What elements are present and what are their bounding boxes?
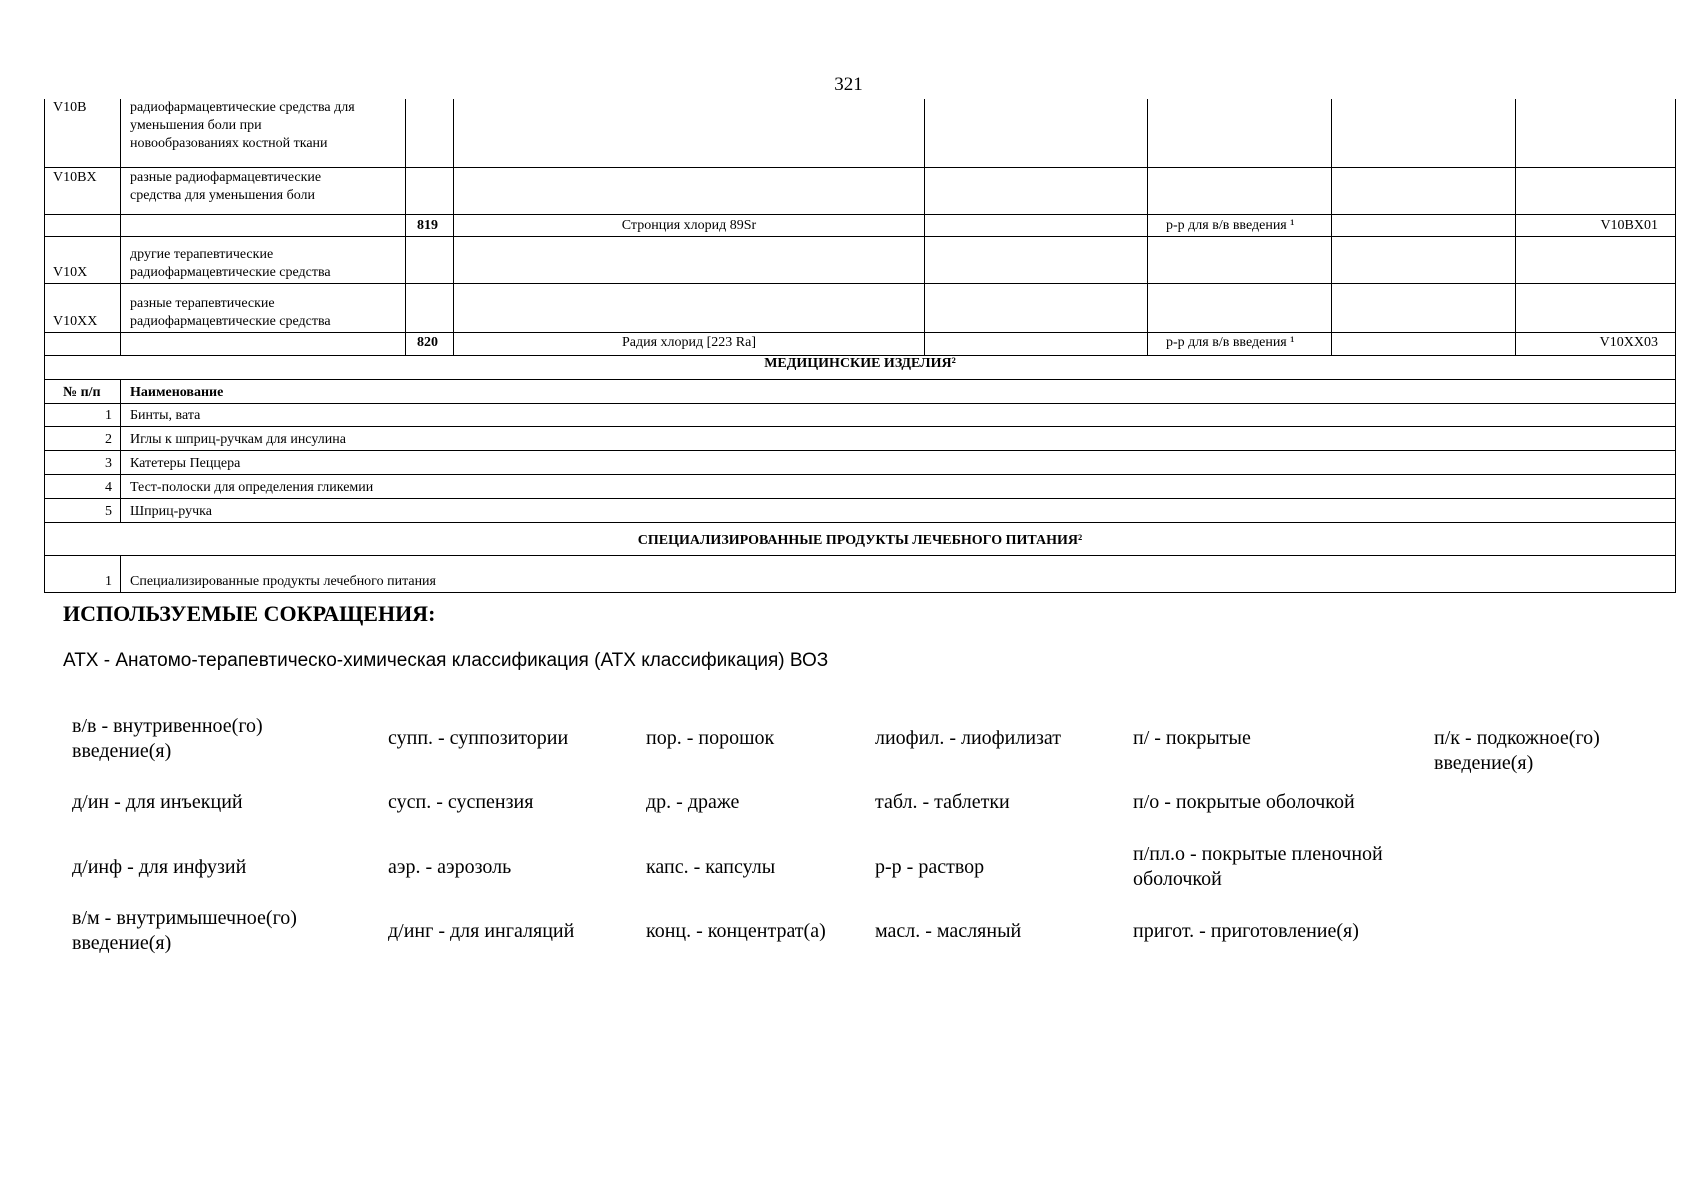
column-header-name: Наименование — [130, 385, 224, 400]
atc-group-code: V10XX — [53, 314, 98, 329]
abbreviation-item: супп. - суппозитории — [388, 727, 569, 749]
abbreviation-item: п/о - покрытые оболочкой — [1133, 791, 1355, 813]
atc-group-code: V10BX — [53, 170, 97, 185]
list-item-number: 1 — [105, 408, 112, 423]
list-item-number: 5 — [105, 504, 112, 519]
abbreviations-title: ИСПОЛЬЗУЕМЫЕ СОКРАЩЕНИЯ: — [63, 601, 436, 626]
list-item-name: Иглы к шприц-ручкам для инсулина — [130, 432, 346, 447]
atc-group-name-line: разные радиофармацевтические — [130, 170, 322, 185]
abbreviation-item: др. - драже — [646, 791, 740, 813]
dosage-form: р-р для в/в введения ¹ — [1166, 218, 1295, 233]
section-title-medical-devices: МЕДИЦИНСКИЕ ИЗДЕЛИЯ² — [764, 356, 956, 371]
list-item-number: 3 — [105, 456, 112, 471]
atc-group-name-line: радиофармацевтические средства — [130, 314, 331, 329]
abbreviation-item: д/ин - для инъекций — [72, 791, 243, 813]
abbreviation-item: д/инф - для инфузий — [72, 856, 247, 878]
page-number: 321 — [834, 74, 863, 95]
list-item-name: Тест-полоски для определения гликемии — [130, 480, 374, 495]
drug-number: 819 — [417, 218, 438, 233]
abbreviation-item: конц. - концентрат(а) — [646, 920, 826, 942]
list-item-number: 1 — [105, 574, 112, 589]
abbreviation-item: сусп. - суспензия — [388, 791, 534, 813]
atc-group-name-line: средства для уменьшения боли — [130, 188, 315, 203]
list-item-number: 2 — [105, 432, 112, 447]
atc-group-name-line: разные терапевтические — [130, 296, 275, 311]
list-item-number: 4 — [105, 480, 112, 495]
atc-group-code: V10X — [53, 265, 88, 280]
abbreviation-item: п/к - подкожное(го) введение(я) — [1434, 727, 1600, 774]
abbreviation-item: в/м - внутримышечное(го) введение(я) — [72, 907, 297, 954]
dosage-form: р-р для в/в введения ¹ — [1166, 335, 1295, 350]
atc-code: V10BX01 — [1600, 218, 1658, 233]
section-title-nutrition: СПЕЦИАЛИЗИРОВАННЫЕ ПРОДУКТЫ ЛЕЧЕБНОГО ПИТАНИЯ² — [637, 533, 1083, 548]
abbreviation-item: п/пл.о - покрытые пленочной оболочкой — [1133, 843, 1383, 890]
abbreviation-item: р-р - раствор — [875, 856, 985, 878]
drug-name: Стронция хлорид 89Sr — [621, 218, 757, 233]
abbreviation-item: в/в - внутривенное(го) введение(я) — [72, 715, 263, 762]
atc-group-code: V10B — [53, 100, 87, 115]
column-header-number: № п/п — [63, 385, 101, 400]
abbreviation-item: пригот. - приготовление(я) — [1133, 920, 1359, 942]
abbreviation-item: табл. - таблетки — [875, 791, 1010, 813]
list-item-name: Шприц-ручка — [130, 504, 212, 519]
atc-definition: АТХ - Анатомо-терапевтическо-химическая классификация (АТХ классификация) ВОЗ — [63, 650, 829, 671]
atc-group-name-line: уменьшения боли при — [130, 118, 262, 133]
atc-group-name-line: радиофармацевтические средства — [130, 265, 331, 280]
atc-group-name-line: радиофармацевтические средства для — [130, 100, 355, 115]
abbreviation-item: капс. - капсулы — [646, 856, 776, 878]
abbreviation-item: д/инг - для ингаляций — [388, 920, 575, 942]
list-item-name: Катетеры Пеццера — [130, 456, 241, 471]
drug-name: Радия хлорид [223 Ra] — [621, 335, 757, 350]
abbreviation-item: аэр. - аэрозоль — [388, 856, 512, 878]
atc-group-name-line: другие терапевтические — [130, 247, 274, 262]
abbreviation-item: лиофил. - лиофилизат — [875, 727, 1062, 749]
drug-list-table — [44, 99, 1676, 593]
abbreviation-item: п/ - покрытые — [1133, 727, 1251, 749]
abbreviation-item: масл. - масляный — [875, 920, 1022, 942]
atc-code: V10XX03 — [1599, 335, 1658, 350]
list-item-name: Специализированные продукты лечебного питания — [130, 574, 436, 589]
abbreviation-item: пор. - порошок — [646, 727, 775, 749]
atc-group-name-line: новообразованиях костной ткани — [130, 136, 328, 151]
list-item-name: Бинты, вата — [130, 408, 201, 423]
drug-number: 820 — [417, 335, 438, 350]
